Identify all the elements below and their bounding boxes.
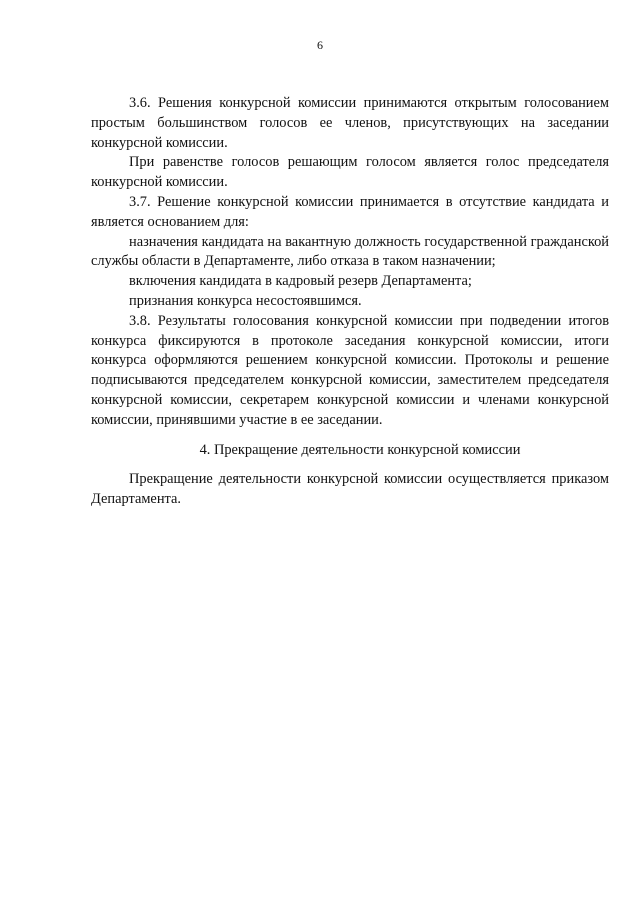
paragraph-3-8: 3.8. Результаты голосования конкурсной комиссии при подведении итогов конкурса фиксируются в протоколе заседания конкурсной комиссии, итоги конкурса оформляются решением конкурсной комиссии. Протоколы и решение подписываются председателем конкурсной комиссии, заместителем председателя конкурсной комиссии, секретарем конкурсной комиссии и членами конкурсной комиссии, принявшими участие в ее заседании. [91, 312, 609, 428]
page-number: 6 [317, 38, 323, 52]
paragraph-3-7-reserve: включения кандидата в кадровый резерв Департамента; [129, 273, 472, 290]
paragraph-3-6: 3.6. Решения конкурсной комиссии принимаются открытым голосованием простым большинством голосов ее членов, присутствующих на заседании конкурсной комиссии. [91, 95, 609, 151]
paragraph-3-6-tie-vote: При равенстве голосов решающим голосом является голос председателя конкурсной комиссии. [91, 154, 609, 191]
paragraph-4: Прекращение деятельности конкурсной комиссии осуществляется приказом Департамента. [91, 471, 609, 508]
paragraph-3-7: 3.7. Решение конкурсной комиссии принимается в отсутствие кандидата и является основанием для: [91, 193, 609, 230]
paragraph-3-7-appointment: назначения кандидата на вакантную должность государственной гражданской службы области в Департаменте, либо отказа в таком назначении; [91, 233, 609, 270]
paragraph-3-7-failed: признания конкурса несостоявшимся. [129, 292, 362, 309]
document-body [91, 94, 609, 510]
section-4-heading: 4. Прекращение деятельности конкурсной комиссии [199, 441, 521, 458]
